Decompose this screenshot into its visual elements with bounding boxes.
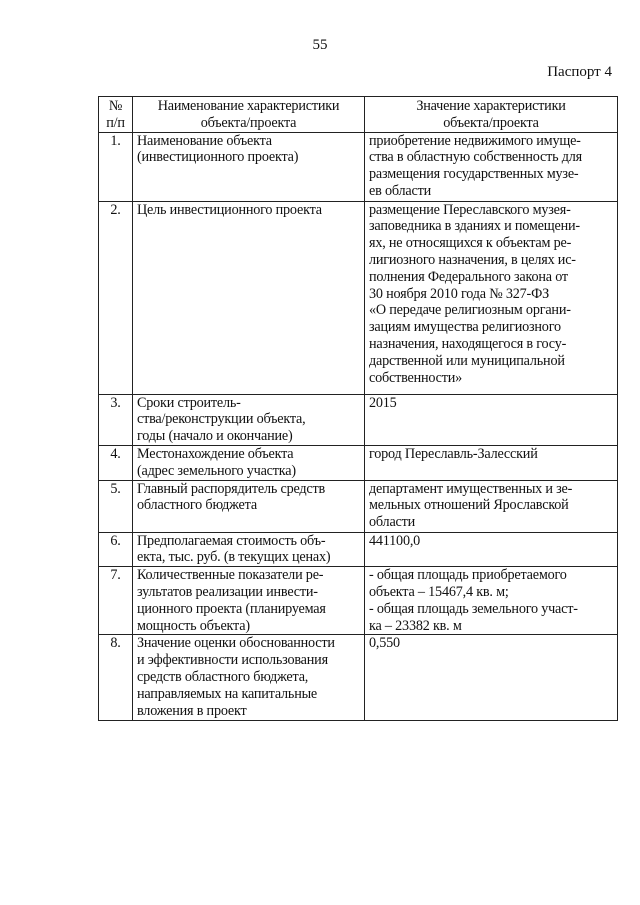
characteristic-value-line: - общая площадь приобретаемого — [369, 567, 567, 584]
characteristic-value-line: 30 ноября 2010 года № 327-ФЗ — [369, 285, 550, 302]
characteristic-name-line: годы (начало и окончание) — [137, 428, 293, 445]
characteristic-name-line: (адрес земельного участка) — [137, 462, 296, 479]
characteristic-value-cell — [365, 480, 618, 532]
table-row — [99, 132, 618, 201]
passport-table — [98, 96, 618, 721]
characteristic-value-line: 2015 — [369, 394, 397, 411]
table-body — [99, 132, 618, 721]
characteristic-value-line: город Переславль-Залесский — [369, 445, 538, 462]
characteristic-value-line: - общая площадь земельного участ- — [369, 600, 578, 617]
characteristic-value-cell — [365, 635, 618, 721]
row-number: 7. — [99, 567, 133, 635]
characteristic-name-cell — [133, 480, 365, 532]
table-row — [99, 567, 618, 635]
row-number: 6. — [99, 532, 133, 567]
table-header-row — [99, 97, 618, 133]
row-number: 2. — [99, 201, 133, 394]
characteristic-name-line: Предполагаемая стоимость объ- — [137, 532, 326, 549]
characteristic-name-line: средств областного бюджета, — [137, 668, 309, 685]
table-row — [99, 480, 618, 532]
characteristic-value-cell — [365, 132, 618, 201]
characteristic-value-line: ка – 23382 кв. м — [369, 617, 462, 634]
characteristic-name-line: областного бюджета — [137, 497, 257, 514]
table-row — [99, 445, 618, 480]
header-name-line: объекта/проекта — [200, 114, 297, 131]
characteristic-value-cell — [365, 567, 618, 635]
table-row — [99, 201, 618, 394]
characteristic-value-line: ев области — [369, 182, 431, 199]
header-value — [365, 97, 618, 133]
characteristic-value-line: 441100,0 — [369, 532, 421, 549]
characteristic-value-line: приобретение недвижимого имуще- — [369, 132, 581, 149]
characteristic-value-cell — [365, 532, 618, 567]
characteristic-value-line: «О передаче религиозным органи- — [369, 302, 571, 319]
characteristic-value-line: размещение Переславского музея- — [369, 201, 571, 218]
characteristic-value-line: области — [369, 514, 416, 531]
table-row — [99, 532, 618, 567]
header-number-line: № — [108, 98, 123, 114]
characteristic-value-line: департамент имущественных и зе- — [369, 480, 573, 497]
characteristic-value-line: ях, не относящихся к объектам ре- — [369, 235, 572, 252]
header-number-line: п/п — [106, 114, 125, 131]
characteristic-value-line: дарственной или муниципальной — [369, 352, 565, 369]
characteristic-name-line: вложения в проект — [137, 702, 247, 719]
characteristic-name-cell — [133, 567, 365, 635]
characteristic-name-line: ства/реконструкции объекта, — [137, 411, 306, 428]
characteristic-value-line: собственности» — [369, 369, 463, 386]
characteristic-value-line: объекта – 15467,4 кв. м; — [369, 583, 509, 600]
characteristic-name-cell — [133, 445, 365, 480]
table-row — [99, 635, 618, 721]
characteristic-value-line: размещения государственных музе- — [369, 166, 579, 183]
characteristic-value-line: назначения, находящегося в госу- — [369, 335, 567, 352]
characteristic-name-cell — [133, 132, 365, 201]
characteristic-name-line: Наименование объекта — [137, 132, 272, 149]
characteristic-value-line: полнения Федерального закона от — [369, 268, 568, 285]
header-number — [99, 97, 133, 133]
characteristic-value-cell — [365, 394, 618, 445]
characteristic-value-cell — [365, 445, 618, 480]
row-number: 3. — [99, 394, 133, 445]
header-name — [133, 97, 365, 133]
row-number: 1. — [99, 132, 133, 201]
characteristic-name-line: и эффективности использования — [137, 652, 328, 669]
characteristic-name-line: Местонахождение объекта — [137, 445, 294, 462]
characteristic-name-line: (инвестиционного проекта) — [137, 149, 299, 166]
characteristic-name-line: направляемых на капитальные — [137, 685, 318, 702]
characteristic-value-line: заповедника в зданиях и помещени- — [369, 218, 580, 235]
characteristic-name-line: екта, тыс. руб. (в текущих ценах) — [137, 549, 331, 566]
characteristic-value-line: зациям имущества религиозного — [369, 319, 561, 336]
characteristic-value-line: мельных отношений Ярославской — [369, 497, 569, 514]
row-number: 8. — [99, 635, 133, 721]
header-name-line: Наименование характеристики — [157, 98, 340, 114]
page-number: 55 — [312, 37, 328, 53]
row-number: 5. — [99, 480, 133, 532]
characteristic-value-line: ства в областную собственность для — [369, 149, 582, 166]
row-number: 4. — [99, 445, 133, 480]
characteristic-value-line: 0,550 — [369, 635, 400, 652]
characteristic-name-line: Главный распорядитель средств — [137, 480, 325, 497]
table-row — [99, 394, 618, 445]
characteristic-name-cell — [133, 532, 365, 567]
passport-label: Паспорт 4 — [547, 64, 612, 80]
characteristic-name-line: Значение оценки обоснованности — [137, 635, 335, 652]
characteristic-name-line: зультатов реализации инвести- — [137, 583, 318, 600]
header-value-line: объекта/проекта — [443, 114, 539, 131]
characteristic-name-cell — [133, 394, 365, 445]
characteristic-value-cell — [365, 201, 618, 394]
characteristic-name-cell — [133, 201, 365, 394]
characteristic-name-line: Сроки строитель- — [137, 394, 241, 411]
characteristic-name-cell — [133, 635, 365, 721]
header-value-line: Значение характеристики — [416, 98, 566, 114]
characteristic-name-line: мощность объекта) — [137, 617, 250, 634]
characteristic-value-line: лигиозного назначения, в целях ис- — [369, 251, 576, 268]
characteristic-name-line: Количественные показатели ре- — [137, 567, 324, 584]
characteristic-name-line: ционного проекта (планируемая — [137, 600, 326, 617]
characteristic-name-line: Цель инвестиционного проекта — [137, 201, 322, 218]
